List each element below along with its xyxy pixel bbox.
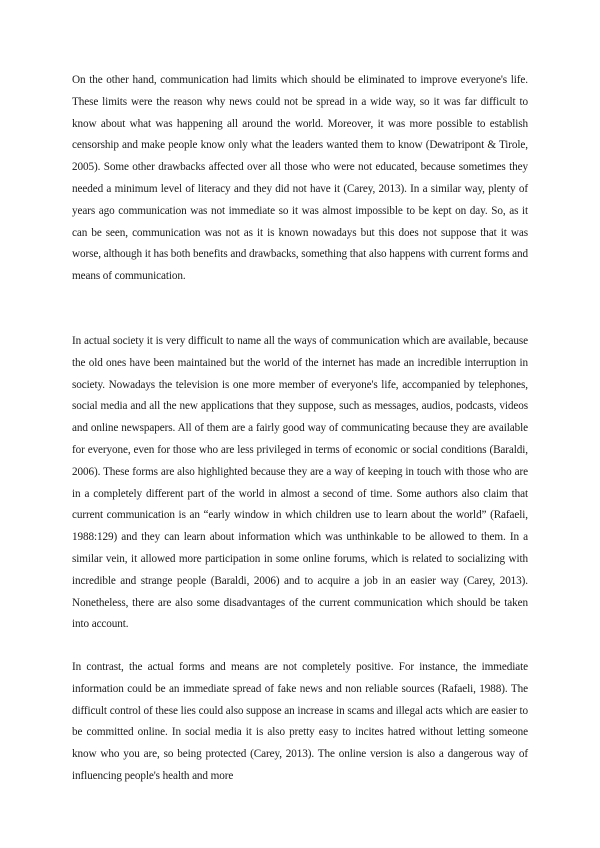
paragraph-current-communication-forms: In actual society it is very difficult to name all the ways of communication which are available, because the old ones have been maintained but the world of the internet has made an incredible interruption in society. Nowadays the television is one more member of everyone's life, accompanied by telephones, social media and all the new applications that they suppose, such as messages, audios, podcasts, videos and online newspapers. All of them are a fairly good way of communicating because they are available for everyone, even for those who are less privileged in terms of economic or social conditions (Baraldi, 2006). These forms are also highlighted because they are a way of keeping in touch with those who are in a completely different part of the world in almost a second of time. Some authors also claim that current communication is an “early window in which children use to learn about the world” (Rafaeli, 1988:129) and they can learn about information which was unthinkable to be allowed to them. In a similar vein, it allowed more participation in some online forums, which is related to socializing with incredible and strange people (Baraldi, 2006) and to acquire a job in an easier way (Carey, 2013). Nonetheless, there are also some disadvantages of the current communication which should be taken into account. <box>72 335 528 631</box>
paragraph-limits-of-past-communication: On the other hand, communication had limits which should be eliminated to improve everyone's life. These limits were the reason why news could not be spread in a wide way, so it was far difficult to know about what was happening all around the world. Moreover, it was more possible to establish censorship and make people know only what the leaders wanted them to know (Dewatripont & Tirole, 2005). Some other drawbacks affected over all those who were not educated, because sometimes they needed a minimum level of literacy and they did not have it (Carey, 2013). In a similar way, plenty of years ago communication was not immediate so it was almost impossible to be kept on day. So, as it can be seen, communication was not as it is known nowadays but this does not suppose that it was worse, although it has both benefits and drawbacks, something that also happens with current forms and means of communication. <box>72 74 528 283</box>
paragraph-current-communication-drawbacks: In contrast, the actual forms and means are not completely positive. For instance, the immediate information could be an immediate spread of fake news and non reliable sources (Rafaeli, 1988). The difficult control of these lies could also suppose an increase in scams and illegal acts which are easier to be committed online. In social media it is also pretty easy to incites hatred without letting someone know who you are, so being protected (Carey, 2013). The online version is also a dangerous way of influencing people's health and more <box>72 661 528 782</box>
